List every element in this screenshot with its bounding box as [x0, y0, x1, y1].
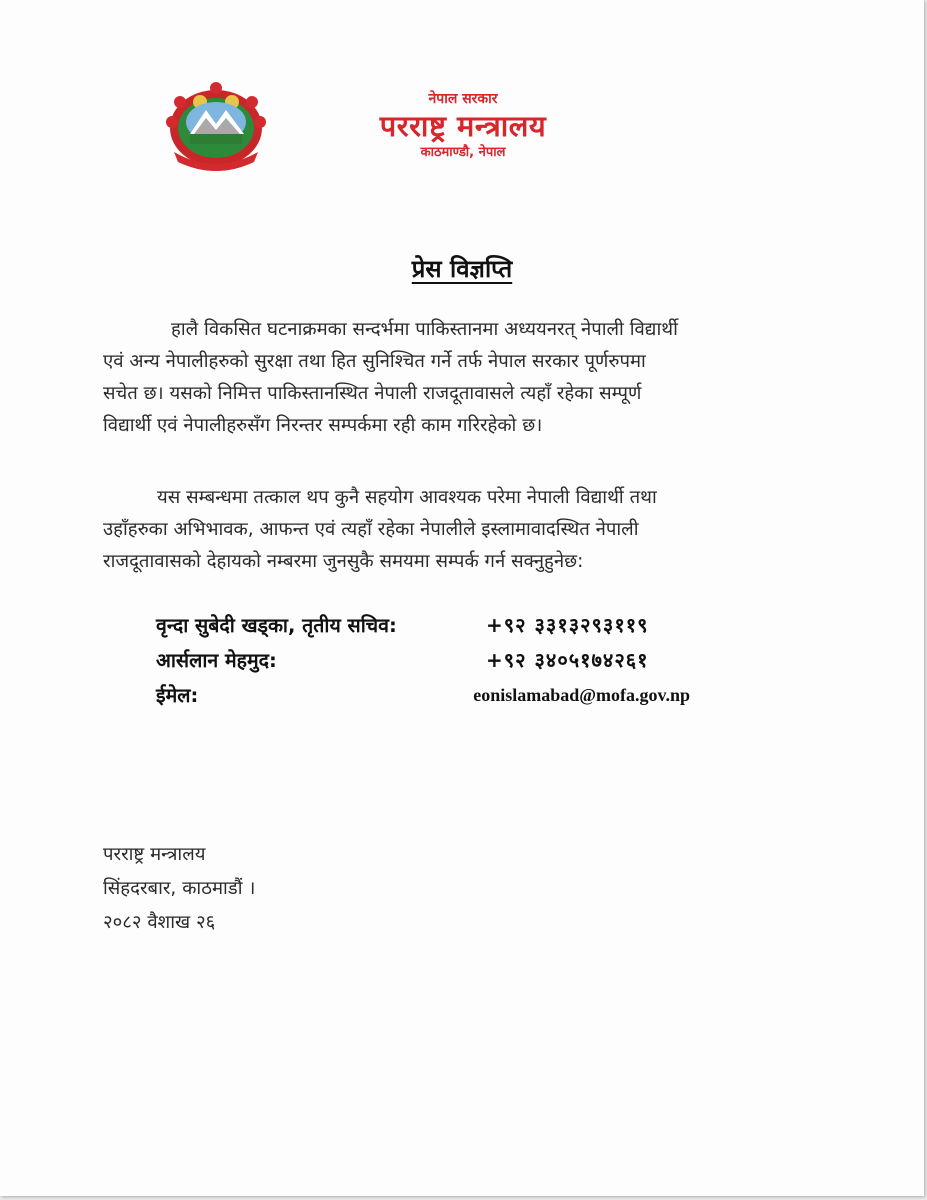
- paragraph-1: [103, 314, 831, 442]
- paragraph-1-line: हालै विकसित घटनाक्रमका सन्दर्भमा पाकिस्तानमा अध्ययनरत् नेपाली विद्यार्थी: [171, 319, 678, 340]
- contact-label: आर्सलान मेहमुद:: [156, 649, 277, 672]
- contact-label: ईमेल:: [156, 684, 199, 707]
- paragraph-1-line: एवं अन्य नेपालीहरुको सुरक्षा तथा हित सुनिश्चित गर्ने तर्फ नेपाल सरकार पूर्णरुपमा: [103, 351, 646, 372]
- signature-block: [103, 838, 255, 940]
- contact-phone: +९२ ३४०५१७४२६१: [486, 648, 649, 672]
- page-title: प्रेस विज्ञप्ति: [411, 255, 513, 283]
- paragraph-1-line: विद्यार्थी एवं नेपालीहरुसँग निरन्तर सम्पर्कमा रही काम गरिरहेको छ।: [103, 415, 543, 436]
- contact-row: [156, 608, 716, 643]
- paragraph-2-line: उहाँहरुका अभिभावक, आफन्त एवं त्यहाँ रहेका नेपालीले इस्लामावादस्थित नेपाली: [103, 519, 639, 540]
- government-label: नेपाल सरकार: [428, 91, 498, 107]
- ministry-name: परराष्ट्र मन्त्रालय: [379, 109, 547, 143]
- signature-office: परराष्ट्र मन्त्रालय: [103, 844, 206, 865]
- contact-email: eonislamabad@mofa.gov.np: [473, 685, 690, 705]
- paragraph-2-line: राजदूतावासको देहायको नम्बरमा जुनसुकै समयमा सम्पर्क गर्न सक्नुहुनेछ:: [103, 551, 584, 572]
- paragraph-1-line: सचेत छ। यसको निमित्त पाकिस्तानस्थित नेपाली राजदूतावासले त्यहाँ रहेका सम्पूर्ण: [103, 383, 642, 404]
- nepal-emblem-icon: [160, 80, 272, 172]
- contact-list: [156, 608, 716, 713]
- contact-row: [156, 643, 716, 678]
- paragraph-2: [103, 482, 831, 578]
- signature-place: सिंहदरबार, काठमाडौं ।: [103, 878, 256, 899]
- signature-date: २०८२ वैशाख २६: [103, 912, 216, 933]
- contact-label: वृन्दा सुबेदी खड्का, तृतीय सचिव:: [156, 614, 397, 637]
- ministry-header: [318, 90, 608, 162]
- ministry-location: काठमाण्डौ, नेपाल: [420, 145, 506, 160]
- contact-row: [156, 678, 716, 713]
- contact-phone: +९२ ३३१३२९३११९: [486, 613, 649, 637]
- paragraph-2-line: यस सम्बन्धमा तत्काल थप कुनै सहयोग आवश्यक परेमा नेपाली विद्यार्थी तथा: [157, 487, 657, 508]
